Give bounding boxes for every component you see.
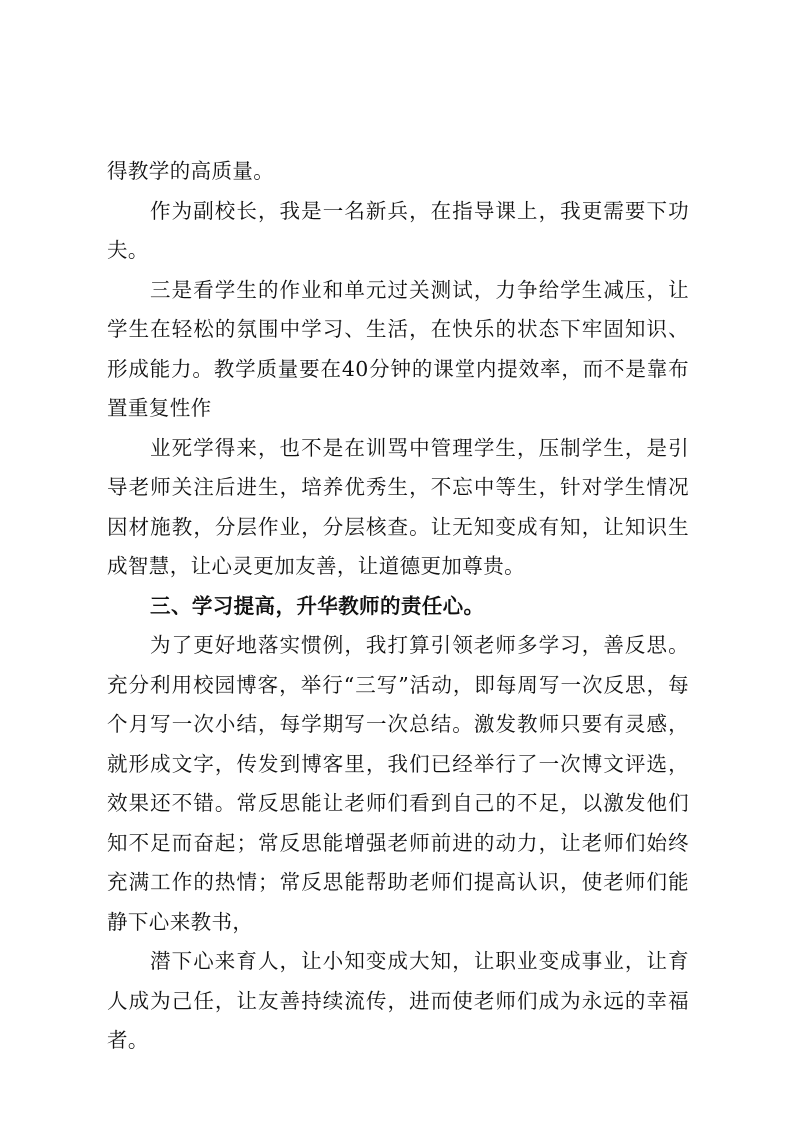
paragraph-conclusion: 潜下心来育人，让小知变成大知，让职业变成事业，让育人成为己任，让友善持续流传，进而使老师们成为永远的幸福者。 (107, 949, 689, 1052)
paragraph-homework-testing: 三是看学生的作业和单元过关测试，力争给学生减压，让学生在轻松的氛围中学习、生活，在快乐的状态下牢固知识、形成能力。教学质量要在40分钟的课堂内提效率，而不是靠布置重复性作 (107, 277, 689, 420)
paragraph-teaching-guidance: 业死学得来，也不是在训骂中管理学生，压制学生，是引导老师关注后进生，培养优秀生，不忘中等生，针对学生情况因材施教，分层作业，分层核查。让无知变成有知，让知识生成智慧，让心灵更加友善，让道德更加尊贵。 (107, 435, 689, 578)
paragraph-vice-principal: 作为副校长，我是一名新兵，在指导课上，我更需要下功夫。 (107, 198, 689, 262)
section-heading: 三、学习提高，升华教师的责任心。 (150, 593, 485, 618)
paragraph-reflection: 为了更好地落实惯例，我打算引领老师多学习，善反思。充分利用校园博客，举行“三写”活动，即每周写一次反思，每个月写一次小结，每学期写一次总结。激发教师只要有灵感，就形成文字，传发到博客里，我们已经举行了一次博文评选，效果还不错。常反思能让老师们看到自己的不足，以激发他们知不足而奋起；常反思能增强老师前进的动力，让老师们始终充满工作的热情；常反思能帮助老师们提高认识，使老师们能静下心来教书， (107, 633, 689, 934)
body-text (107, 152, 689, 1061)
paragraph-continuation: 得教学的高质量。 (107, 159, 275, 183)
